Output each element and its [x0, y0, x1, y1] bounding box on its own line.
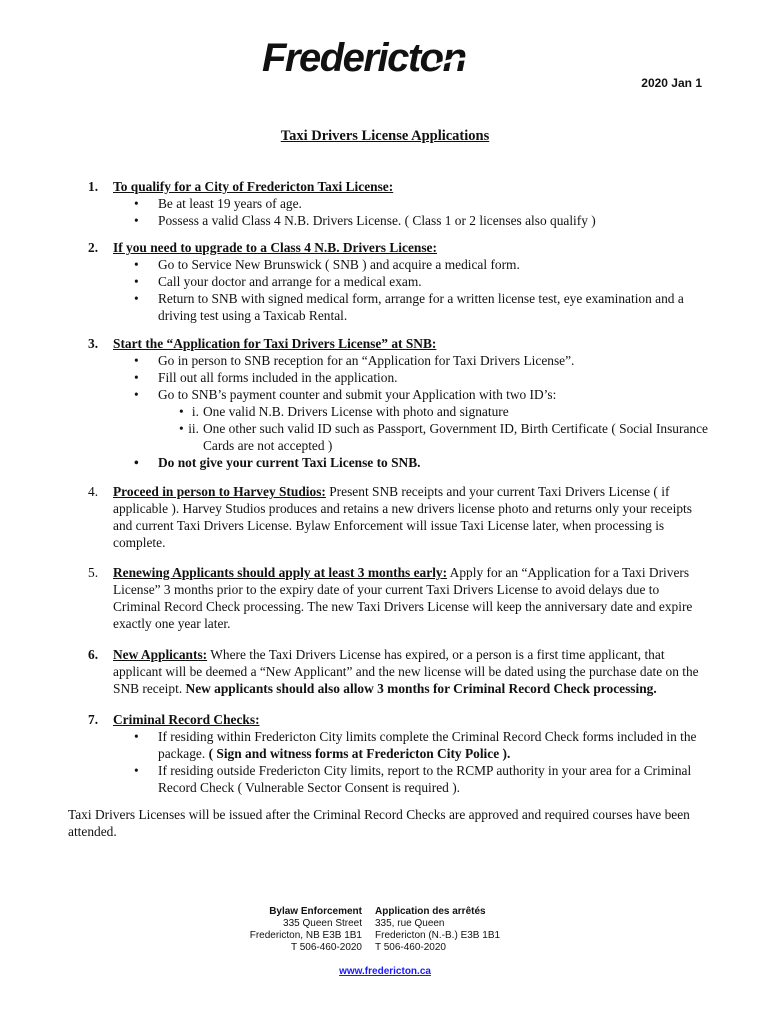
roman-numeral: • i. [191, 404, 199, 419]
bullet-list [113, 256, 708, 324]
footer-line: T 506-460-2020 [291, 942, 362, 953]
section-5 [68, 564, 708, 632]
section-heading: Criminal Record Checks: [113, 712, 260, 727]
list-item-text: Go to SNB’s payment counter and submit your Application with two ID’s: [158, 387, 557, 402]
section-lead: Renewing Applicants should apply at least 3 months early: [113, 565, 448, 580]
section-heading: To qualify for a City of Fredericton Taxi License: [113, 179, 394, 194]
section-paragraph [113, 646, 708, 697]
footer-title: Application des arrêtés [375, 906, 486, 917]
section-paragraph [113, 564, 708, 632]
section-6 [68, 646, 708, 697]
document-date: 2020 Jan 1 [641, 76, 702, 90]
section-number: 6. [88, 647, 99, 662]
list-item [158, 728, 708, 762]
logo-text: Fredericton [262, 36, 466, 80]
list-item: • Go in person to SNB reception for an “Application for Taxi Drivers License”. [158, 352, 708, 369]
section-number: 4. [88, 484, 99, 499]
footer-line: Fredericton, NB E3B 1B1 [249, 930, 362, 941]
section-1 [68, 178, 708, 229]
list-item: • Fill out all forms included in the application. [158, 369, 708, 386]
list-item: • Go to Service New Brunswick ( SNB ) and acquire a medical form. [158, 256, 708, 273]
section-number: 5. [88, 565, 99, 580]
footer-title: Bylaw Enforcement [269, 906, 362, 917]
website-link[interactable]: www.fredericton.ca [339, 966, 431, 977]
footer-line: T 506-460-2020 [375, 942, 446, 953]
footer-french [375, 906, 500, 954]
closing-paragraph: Taxi Drivers Licenses will be issued after the Criminal Record Checks are approved and required courses have been attended. [68, 807, 690, 839]
list-item: • If residing outside Fredericton City limits, report to the RCMP authority in your area for a Criminal Record Check ( Vulnerable Sector Consent is required ). [158, 762, 708, 796]
roman-numeral: • ii. [188, 421, 199, 436]
footer-english [250, 906, 362, 954]
section-bold-text: New applicants should also allow 3 months for Criminal Record Check processing. [185, 681, 657, 696]
sublist-item [188, 420, 708, 454]
document-body [68, 178, 708, 840]
sublist-item [191, 403, 708, 420]
section-lead: Proceed in person to Harvey Studios: [113, 484, 326, 499]
list-item: • Possess a valid Class 4 N.B. Drivers License. ( Class 1 or 2 licenses also qualify ) [158, 212, 708, 229]
list-item: • Call your doctor and arrange for a medical exam. [158, 273, 708, 290]
bullet-list [113, 728, 708, 796]
section-heading: Start the “Application for Taxi Drivers License” at SNB: [113, 336, 437, 351]
list-item [158, 386, 708, 454]
section-number: 2. [88, 240, 99, 255]
id-sublist [158, 403, 708, 454]
sublist-item-text: One other such valid ID such as Passport, Government ID, Birth Certificate ( Social Insurance Cards are not accepted ) [203, 421, 708, 453]
section-paragraph [113, 483, 708, 551]
section-heading: If you need to upgrade to a Class 4 N.B. Drivers License: [113, 240, 437, 255]
sublist-item-text: One valid N.B. Drivers License with photo and signature [203, 404, 509, 419]
list-item-text: If residing within Fredericton City limits complete the Criminal Record Check forms included in the package. [158, 729, 697, 761]
section-text: Where the Taxi Drivers License has expired, or a person is a first time applicant, that applicant will be deemed a “New Applicant” and the new license will be dated using the purchase date on the SNB receipt. [113, 647, 699, 696]
section-number: 7. [88, 712, 99, 727]
page-title: Taxi Drivers License Applications [280, 128, 490, 144]
footer-line: Fredericton (N.-B.) E3B 1B1 [375, 930, 501, 941]
logo-swoosh-icon [432, 56, 496, 72]
fredericton-logo [262, 36, 500, 86]
section-number: 1. [88, 179, 99, 194]
footer-line: 335 Queen Street [283, 918, 362, 929]
section-text: Apply for an “Application for a Taxi Drivers License” 3 months prior to the expiry date of your current Taxi Drivers License to avoid delays due to Criminal Record Check processing. The new Taxi Drivers License will keep the anniversary date and expire exactly one year later. [113, 565, 693, 631]
list-item: • Be at least 19 years of age. [158, 195, 708, 212]
list-item: • Do not give your current Taxi License to SNB. [158, 454, 708, 471]
section-number: 3. [88, 336, 99, 351]
section-lead: New Applicants: [113, 647, 208, 662]
list-item-bold: ( Sign and witness forms at Fredericton City Police ). [208, 746, 511, 761]
section-2 [68, 239, 708, 324]
section-3 [68, 335, 708, 471]
bullet-list [113, 352, 708, 471]
bullet-list [113, 195, 708, 229]
section-7 [68, 711, 708, 796]
section-4 [68, 483, 708, 551]
footer-line: 335, rue Queen [375, 918, 445, 929]
section-text: Present SNB receipts and your current Taxi Drivers License ( if applicable ). Harvey Studios produces and retains a new drivers license photo and returns only your receipts and current Taxi Drivers License. Bylaw Enforcement will issue Taxi License later, when processing is complete. [113, 484, 692, 550]
list-item: • Return to SNB with signed medical form, arrange for a written license test, eye examination and a driving test using a Taxicab Rental. [158, 290, 708, 324]
